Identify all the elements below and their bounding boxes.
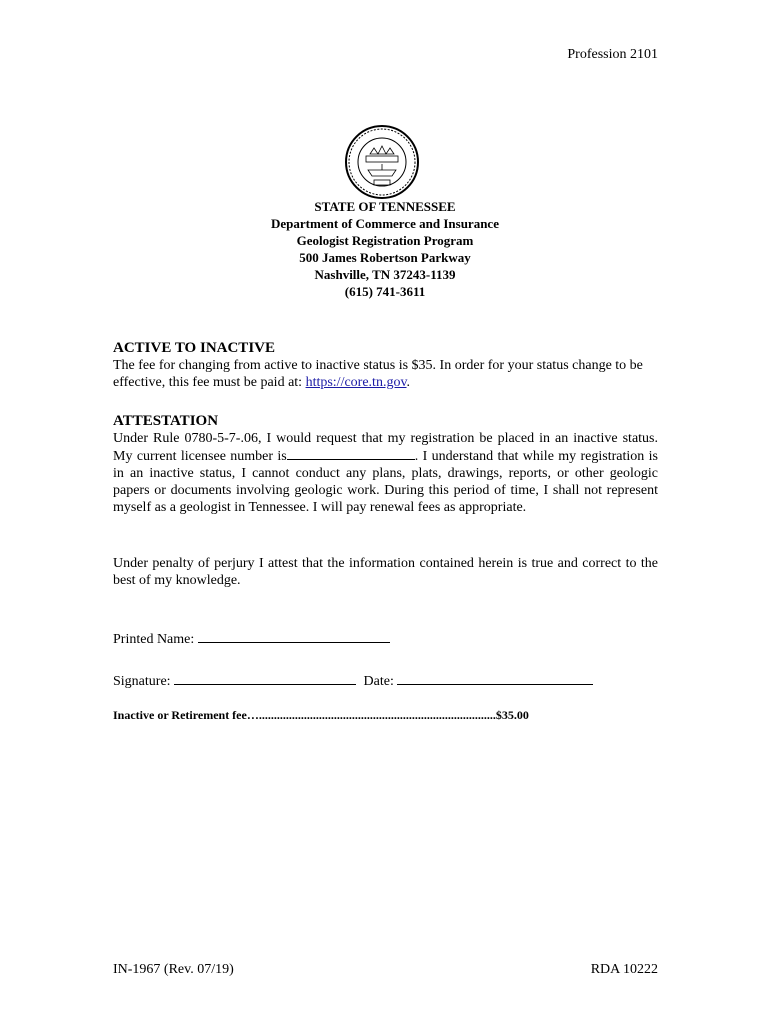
core-link[interactable]: https://core.tn.gov	[305, 375, 407, 390]
state-name: STATE OF TENNESSEE	[314, 199, 456, 214]
attestation-text: Under Rule 0780-5-7-.06, I would request that my registration be placed in an inactive status. My current licensee number is . I understand that while my registration is in an inactive status, I cannot conduct any plans, plats, drawings, reports, or other geologic papers or documents involving geologic work. During this period of time, I shall not represent myself as a geologist in Tennessee. I will pay renewal fees as appropriate.	[113, 431, 658, 515]
agency-header	[200, 198, 570, 300]
signature-label: Signature:	[113, 674, 171, 689]
street-address: 500 James Robertson Parkway	[299, 250, 471, 265]
city-address: Nashville, TN 37243-1139	[314, 267, 456, 282]
perjury-section	[113, 555, 658, 589]
fee-amount: $35.00	[495, 708, 529, 722]
program-name: Geologist Registration Program	[296, 233, 474, 248]
rda-number: RDA 10222	[590, 962, 658, 977]
fee-dots: …...............................................................................	[246, 708, 496, 722]
printed-name-field[interactable]	[198, 630, 390, 643]
fee-line	[113, 707, 658, 724]
phone-number: (615) 741-3611	[344, 284, 426, 299]
date-field[interactable]	[397, 672, 593, 685]
signature-field[interactable]	[174, 672, 356, 685]
printed-name-label: Printed Name:	[113, 632, 195, 647]
profession-number: Profession 2101	[567, 47, 658, 62]
attestation-section	[113, 413, 658, 516]
printed-name-row	[113, 630, 658, 648]
form-number: IN-1967 (Rev. 07/19)	[113, 962, 234, 977]
active-section-heading: ACTIVE TO INACTIVE	[113, 340, 275, 356]
perjury-text: Under penalty of perjury I attest that the information contained herein is true and correct to the best of my knowledge.	[113, 556, 658, 588]
signature-row	[113, 672, 658, 690]
date-label: Date:	[363, 674, 394, 689]
attestation-heading: ATTESTATION	[113, 413, 219, 429]
department-name: Department of Commerce and Insurance	[271, 216, 499, 231]
tennessee-seal-icon	[344, 124, 420, 200]
licensee-number-field[interactable]	[287, 447, 415, 460]
active-to-inactive-section	[113, 340, 658, 391]
active-section-text: The fee for changing from active to inactive status is $35. In order for your status change to be effective, this fee must be paid at: https://core.tn.gov.	[113, 358, 643, 390]
fee-label: Inactive or Retirement fee	[113, 708, 247, 722]
